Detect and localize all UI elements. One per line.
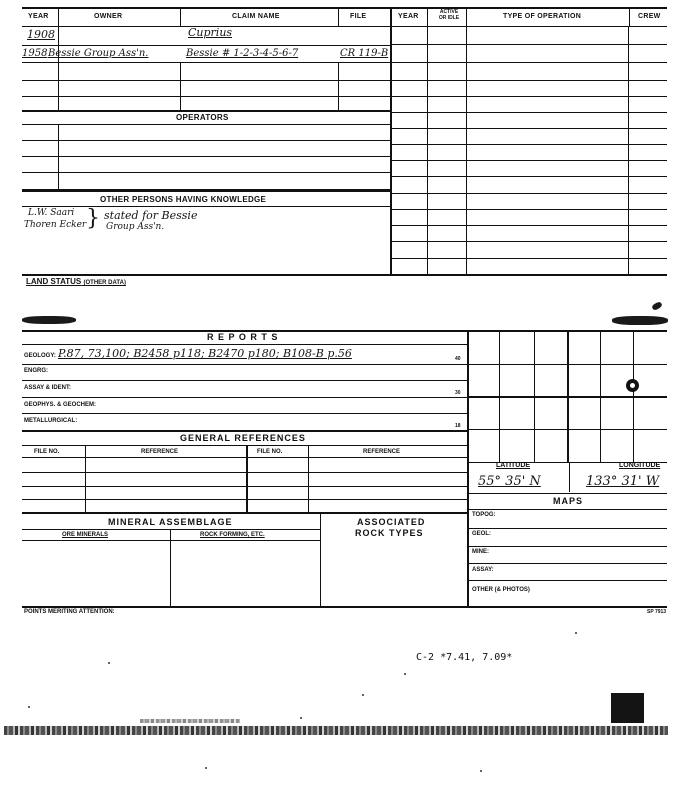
owner-row-2-owner: Bessie Group Ass'n.: [48, 48, 149, 59]
margin-40: 40: [455, 356, 461, 362]
associated-heading: ASSOCIATED: [357, 517, 426, 527]
maps-mine-label: MINE:: [472, 549, 489, 555]
owner-row-2-claim: Bessie # 1-2-3-4-5-6-7: [186, 48, 299, 59]
location-marker-icon: [626, 379, 639, 392]
margin-18: 18: [455, 423, 461, 429]
rock-types-heading: ROCK TYPES: [355, 528, 424, 538]
other-persons-heading: OTHER PERSONS HAVING KNOWLEDGE: [100, 195, 267, 204]
owner-row-2-file: CR 119-B: [340, 48, 389, 59]
land-status-note: (OTHER DATA): [83, 280, 126, 286]
rule: [22, 7, 667, 9]
col-type-of-operation: TYPE OF OPERATION: [503, 13, 582, 20]
owner-row-1-year: 1908: [27, 28, 55, 41]
geology-label: GEOLOGY:: [24, 353, 56, 359]
reports-heading: R E P O R T S: [207, 332, 279, 342]
owner-row-2-year: 1958: [22, 48, 48, 59]
persons-note-2: Group Ass'n.: [106, 222, 165, 232]
rock-forming-label: ROCK FORMING, ETC.: [200, 532, 265, 538]
black-block: [611, 693, 644, 723]
mineral-assemblage-heading: MINERAL ASSEMBLAGE: [108, 517, 233, 527]
ink-smudge: [22, 316, 76, 324]
col-owner: OWNER: [94, 13, 123, 20]
longitude-label: LONGITUDE: [619, 462, 661, 469]
scan-noise-band: [4, 726, 668, 735]
latitude-value: 55° 35' N: [478, 474, 541, 489]
location-marker-center: [630, 383, 635, 388]
person-1: L.W. Saari: [28, 208, 75, 218]
maps-assay-label: ASSAY:: [472, 567, 494, 573]
longitude-value: 133° 31' W: [586, 474, 660, 489]
engrg-label: ENGRG:: [24, 368, 48, 374]
reference-col-2: REFERENCE: [363, 449, 401, 455]
person-2: Thoren Ecker: [24, 220, 87, 230]
land-status-heading: [26, 277, 126, 286]
col-year: YEAR: [28, 13, 49, 20]
catalog-stamp: C-2 *7.41, 7.09*: [416, 652, 513, 663]
form-number: SP 7913: [647, 609, 667, 615]
persons-note-1: stated for Bessie: [104, 209, 198, 222]
general-references-heading: GENERAL REFERENCES: [180, 433, 306, 443]
rule: [22, 26, 667, 27]
ink-smudge: [612, 316, 668, 325]
metallurgical-label: METALLURGICAL:: [24, 418, 78, 424]
col-active-idle: [434, 9, 464, 21]
ink-smudge: [651, 301, 663, 311]
maps-heading: MAPS: [553, 496, 584, 506]
col-crew: CREW: [638, 13, 661, 20]
col-file: FILE: [350, 13, 367, 20]
geophys-label: GEOPHYS. & GEOCHEM:: [24, 402, 97, 408]
col-idle-line: OR IDLE: [438, 15, 460, 21]
brace: }: [86, 206, 100, 231]
maps-geol-label: GEOL:: [472, 531, 491, 537]
col-active-line: ACTIVE: [439, 9, 459, 15]
file-no-col-1: FILE NO.: [34, 449, 60, 455]
points-heading: POINTS MERITING ATTENTION:: [24, 609, 115, 615]
latitude-label: LATITUDE: [496, 462, 531, 469]
file-no-col-2: FILE NO.: [257, 449, 283, 455]
operators-heading: OPERATORS: [176, 113, 229, 122]
assay-label: ASSAY & IDENT:: [24, 385, 72, 391]
land-status-label: LAND STATUS: [26, 277, 82, 286]
maps-other-label: OTHER (& PHOTOS): [472, 587, 530, 593]
reference-col-1: REFERENCE: [141, 449, 179, 455]
margin-30: 30: [455, 390, 461, 396]
scan-noise-band: [140, 719, 240, 723]
maps-topog-label: TOPOG:: [472, 512, 496, 518]
col-year-2: YEAR: [398, 13, 419, 20]
col-claim-name: CLAIM NAME: [232, 13, 280, 20]
geology-value: P.87, 73,100; B2458 p118; B2470 p180; B108-B p.56: [58, 347, 352, 360]
owner-row-1-claim: Cuprius: [188, 26, 233, 39]
ore-minerals-label: ORE MINERALS: [62, 532, 109, 538]
